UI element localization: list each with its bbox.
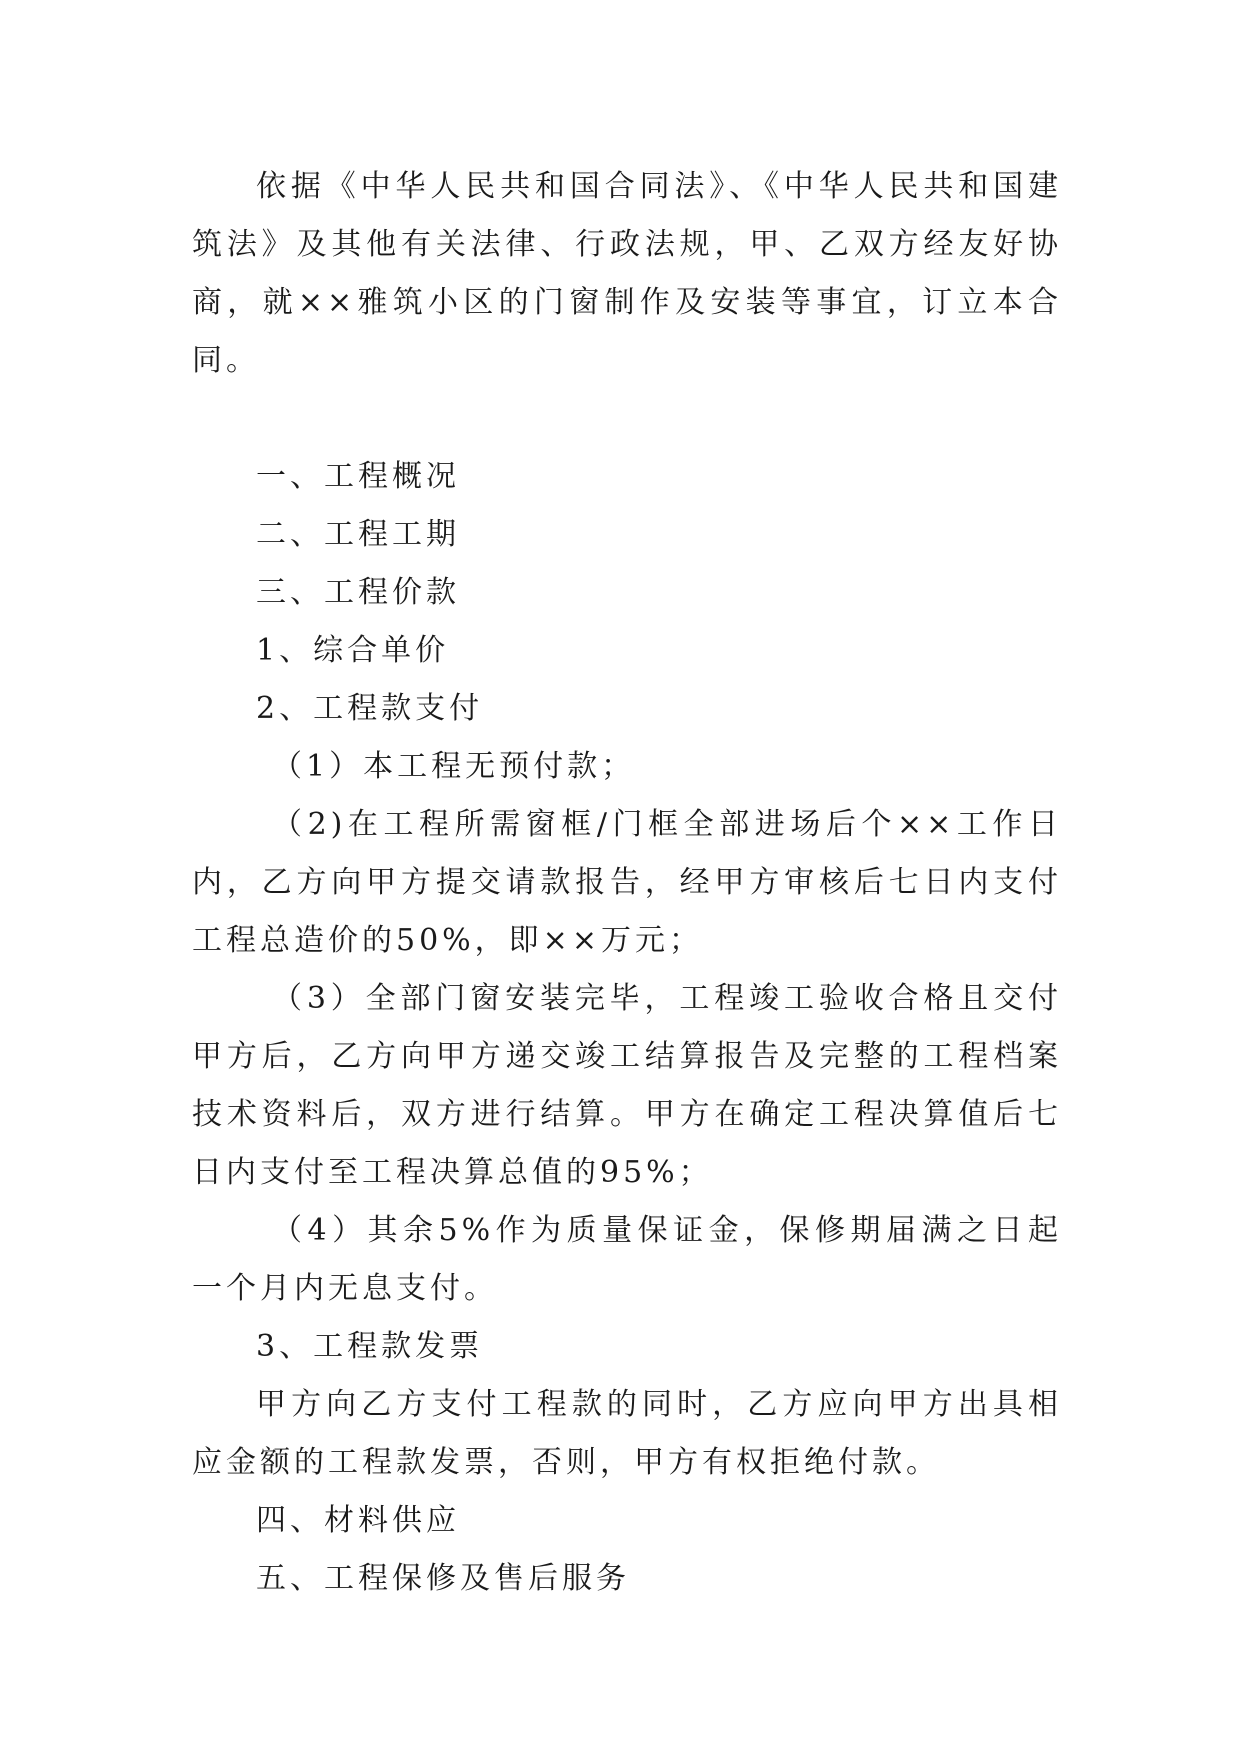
payment-clause-3: （3）全部门窗安装完毕，工程竣工验收合格且交付甲方后，乙方向甲方递交竣工结算报告及完整的工程档案技术资料后，双方进行结算。甲方在确定工程决算值后七日内支付至工程决算总值的95%； bbox=[192, 981, 1062, 1190]
paragraph-gap bbox=[192, 390, 1062, 448]
payment-clause-2: （2)在工程所需窗框/门框全部进场后个××工作日内，乙方向甲方提交请款报告，经甲方审核后七日内支付工程总造价的50%，即××万元； bbox=[192, 807, 1062, 958]
payment-clause-1: （1）本工程无预付款； bbox=[272, 749, 636, 784]
item-unit-price: 1、综合单价 bbox=[256, 633, 450, 668]
section-heading-overview: 一、工程概况 bbox=[256, 459, 460, 494]
item-invoice: 3、工程款发票 bbox=[256, 1329, 484, 1364]
invoice-paragraph: 甲方向乙方支付工程款的同时，乙方应向甲方出具相应金额的工程款发票，否则，甲方有权拒绝付款。 bbox=[192, 1387, 1062, 1480]
section-heading-warranty: 五、工程保修及售后服务 bbox=[256, 1561, 630, 1596]
item-payment: 2、工程款支付 bbox=[256, 691, 484, 726]
document-body bbox=[192, 158, 1062, 1608]
section-heading-materials: 四、材料供应 bbox=[256, 1503, 460, 1538]
payment-clause-4: （4）其余5%作为质量保证金，保修期届满之日起一个月内无息支付。 bbox=[192, 1213, 1062, 1306]
intro-paragraph: 依据《中华人民共和国合同法》、《中华人民共和国建筑法》及其他有关法律、行政法规，甲、乙双方经友好协商，就××雅筑小区的门窗制作及安装等事宜，订立本合同。 bbox=[192, 169, 1062, 378]
section-heading-price: 三、工程价款 bbox=[256, 575, 460, 610]
section-heading-schedule: 二、工程工期 bbox=[256, 517, 460, 552]
